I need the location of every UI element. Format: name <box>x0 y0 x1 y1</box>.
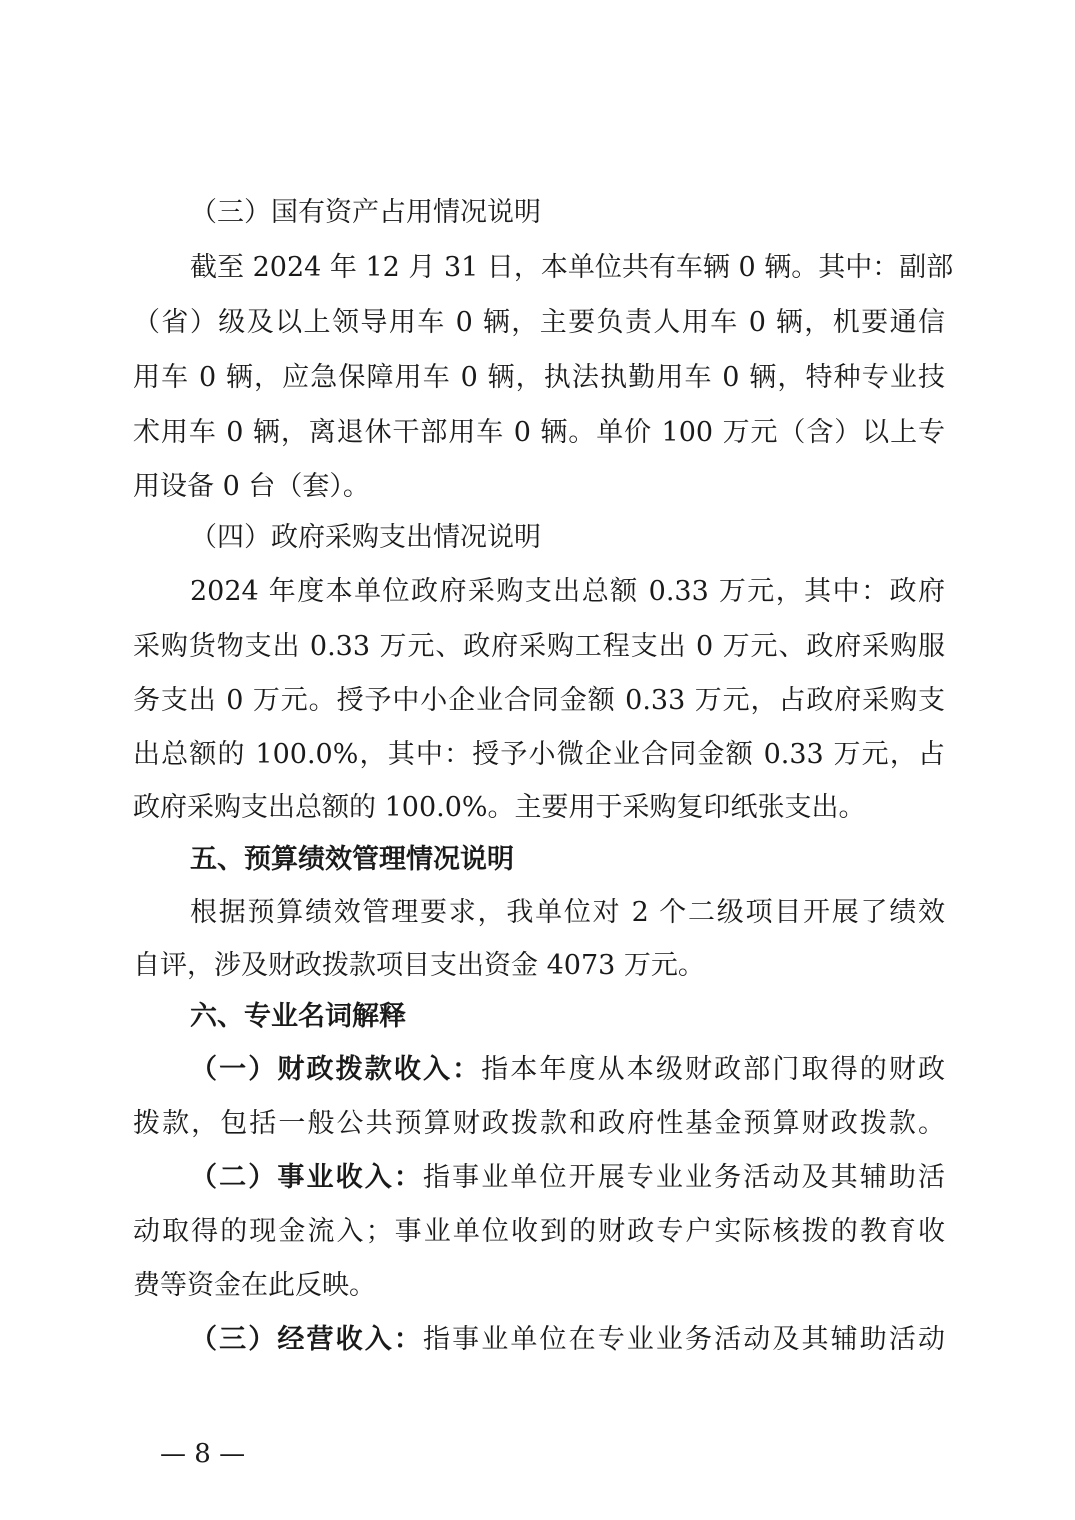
paragraph-line: 采购货物支出 0.33 万元、政府采购工程支出 0 万元、政府采购服 <box>133 631 945 662</box>
paragraph-line: 拨款，包括一般公共预算财政拨款和政府性基金预算财政拨款。 <box>133 1108 945 1139</box>
term-definition-line <box>190 1052 945 1088</box>
section-heading: 六、专业名词解释 <box>190 1001 406 1032</box>
paragraph-line: 根据预算绩效管理要求，我单位对 2 个二级项目开展了绩效 <box>190 897 945 928</box>
section-heading: （四）政府采购支出情况说明 <box>190 522 541 553</box>
paragraph-line: 用设备 0 台（套）。 <box>133 471 370 502</box>
paragraph-line: 2024 年度本单位政府采购支出总额 0.33 万元，其中：政府 <box>190 576 945 607</box>
paragraph-line: 政府采购支出总额的 100.0%。主要用于采购复印纸张支出。 <box>133 792 866 823</box>
paragraph-line: 出总额的 100.0%，其中：授予小微企业合同金额 0.33 万元，占 <box>133 739 945 770</box>
paragraph-line: 自评，涉及财政拨款项目支出资金 4073 万元。 <box>133 950 705 981</box>
section-heading: 五、预算绩效管理情况说明 <box>190 844 514 875</box>
term-text: 指事业单位开展专业业务活动及其辅助活 <box>422 1162 946 1193</box>
term-label: （二）事业收入： <box>190 1162 423 1193</box>
paragraph-line: 务支出 0 万元。授予中小企业合同金额 0.33 万元，占政府采购支 <box>133 685 945 716</box>
term-definition-line <box>190 1322 945 1358</box>
section-heading: （三）国有资产占用情况说明 <box>190 197 541 228</box>
paragraph-line: 费等资金在此反映。 <box>133 1270 376 1301</box>
term-label: （一）财政拨款收入： <box>190 1054 482 1085</box>
term-label: （三）经营收入： <box>190 1324 423 1355</box>
page-number: — 8 — <box>160 1439 246 1469</box>
term-text: 指事业单位在专业业务活动及其辅助活动 <box>422 1324 946 1355</box>
paragraph-line: 用车 0 辆，应急保障用车 0 辆，执法执勤用车 0 辆，特种专业技 <box>133 362 945 393</box>
paragraph-line: （省）级及以上领导用车 0 辆，主要负责人用车 0 辆，机要通信 <box>133 307 945 338</box>
term-text: 指本年度从本级财政部门取得的财政 <box>481 1054 946 1085</box>
term-definition-line <box>190 1160 945 1196</box>
paragraph-line: 动取得的现金流入；事业单位收到的财政专户实际核拨的教育收 <box>133 1216 945 1247</box>
paragraph-line: 术用车 0 辆，离退休干部用车 0 辆。单价 100 万元（含）以上专 <box>133 417 945 448</box>
paragraph-line: 截至 2024 年 12 月 31 日，本单位共有车辆 0 辆。其中：副部 <box>190 252 954 283</box>
